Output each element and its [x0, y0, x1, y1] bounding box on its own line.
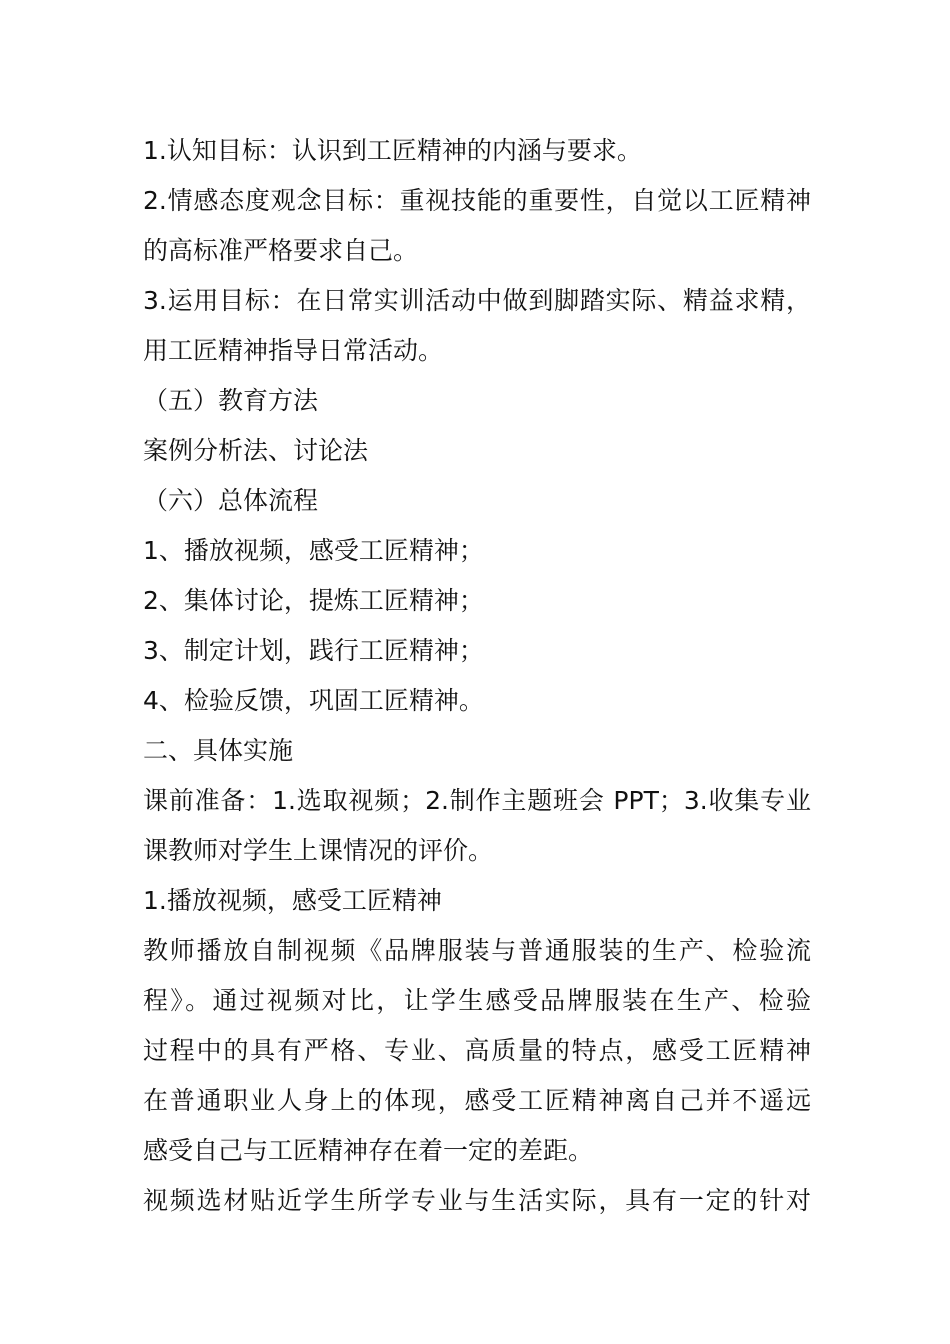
text-line: 感受自己与工匠精神存在着一定的差距。 — [143, 1136, 594, 1165]
text-line: 过程中的具有严格、专业、高质量的特点，感受工匠精神 — [143, 1036, 811, 1065]
list-item: 4、检验反馈，巩固工匠精神。 — [143, 686, 484, 715]
text-line: 案例分析法、讨论法 — [143, 436, 369, 465]
list-item: 3、制定计划，践行工匠精神； — [143, 636, 484, 665]
text-line: 3.运用目标：在日常实训活动中做到脚踏实际、精益求精， — [143, 286, 811, 315]
subsection-heading: 1.播放视频，感受工匠精神 — [143, 886, 442, 915]
text-line: 课教师对学生上课情况的评价。 — [143, 836, 494, 865]
text-line: 1.认知目标：认识到工匠精神的内涵与要求。 — [143, 136, 642, 165]
list-item: 1、播放视频，感受工匠精神； — [143, 536, 484, 565]
text-line: 2.情感态度观念目标：重视技能的重要性，自觉以工匠精神 — [143, 186, 811, 215]
section-heading: （六）总体流程 — [143, 486, 319, 515]
text-line: 用工匠精神指导日常活动。 — [143, 336, 444, 365]
text-line: 在普通职业人身上的体现，感受工匠精神离自己并不遥远 — [143, 1086, 811, 1115]
text-line: 程》。通过视频对比，让学生感受品牌服装在生产、检验 — [143, 986, 811, 1015]
text-line: 视频选材贴近学生所学专业与生活实际，具有一定的针对 — [143, 1186, 811, 1215]
section-heading: 二、具体实施 — [143, 736, 294, 765]
text-line: 课前准备：1.选取视频；2.制作主题班会 PPT；3.收集专业 — [143, 786, 811, 815]
document-body — [143, 126, 811, 1226]
text-line: 教师播放自制视频《品牌服装与普通服装的生产、检验流 — [143, 936, 811, 965]
text-line: 的高标准严格要求自己。 — [143, 236, 419, 265]
list-item: 2、集体讨论，提炼工匠精神； — [143, 586, 484, 615]
section-heading: （五）教育方法 — [143, 386, 319, 415]
